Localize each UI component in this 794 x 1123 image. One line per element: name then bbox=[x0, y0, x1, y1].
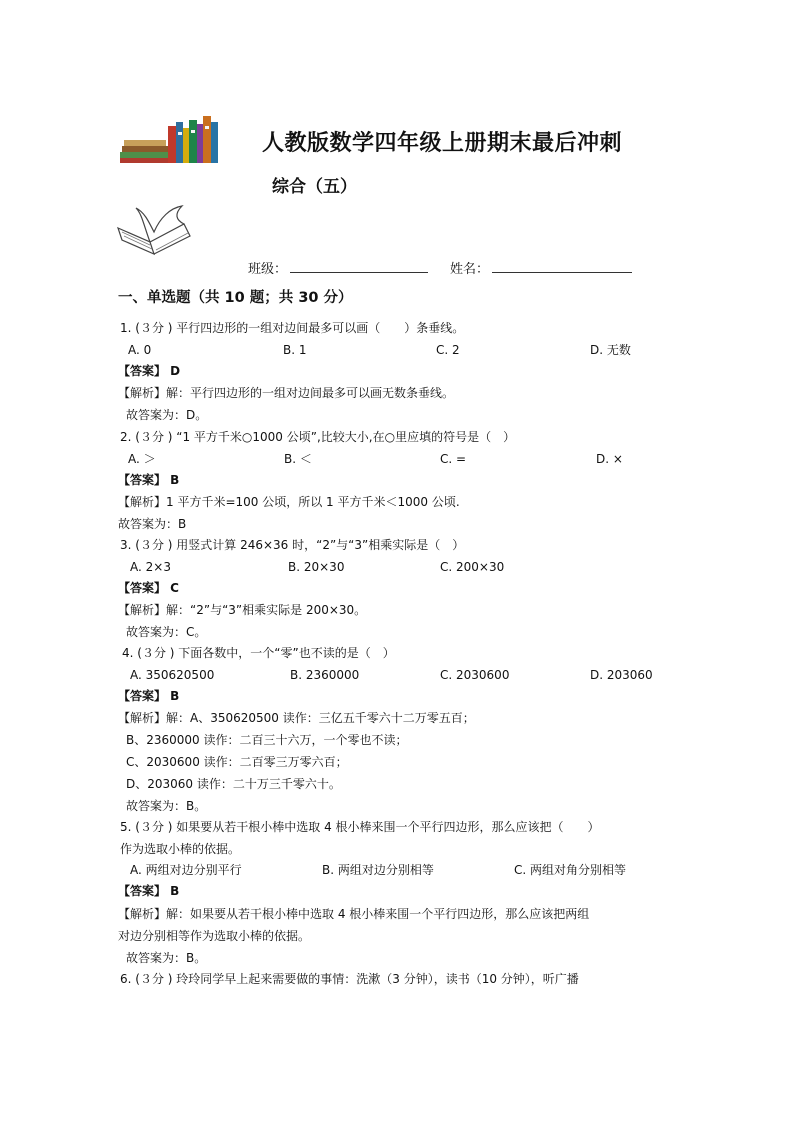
q2-analysis: 【解析】1 平方千米=100 公顷，所以 1 平方千米＜1000 公顷. bbox=[118, 495, 460, 509]
q3-option-a: A. 2×3 bbox=[130, 560, 171, 574]
q3-conclusion: 故答案为：C。 bbox=[126, 625, 207, 639]
q4-analysis-c: C、2030600 读作：二百零三万零六百； bbox=[126, 755, 348, 769]
q1-option-a: A. 0 bbox=[128, 343, 152, 357]
q2-option-b: B. ＜ bbox=[284, 452, 312, 466]
question-5-stem-cont: 作为选取小棒的依据。 bbox=[120, 842, 241, 856]
q1-option-b: B. 1 bbox=[283, 343, 307, 357]
q5-analysis: 【解析】解：如果要从若干根小棒中选取 4 根小棒来围一个平行四边形，那么应该把两组 bbox=[118, 907, 590, 921]
class-field[interactable] bbox=[290, 258, 428, 273]
question-1-stem: 1. (３分 ) 平行四边形的一组对边间最多可以画（ ）条垂线。 bbox=[120, 321, 465, 335]
q4-option-b: B. 2360000 bbox=[290, 668, 360, 682]
q4-option-a: A. 350620500 bbox=[130, 668, 215, 682]
q3-option-c: C. 200×30 bbox=[440, 560, 505, 574]
q5-answer: 【答案】 B bbox=[118, 884, 180, 898]
question-3-stem: 3. (３分 ) 用竖式计算 246×36 时，“2”与“3”相乘实际是（ ） bbox=[120, 538, 465, 552]
q4-analysis-d: D、203060 读作：二十万三千零六十。 bbox=[126, 777, 341, 791]
q4-option-d: D. 203060 bbox=[590, 668, 653, 682]
q2-option-c: C. = bbox=[440, 452, 467, 466]
q3-answer: 【答案】 C bbox=[118, 581, 179, 595]
q5-option-b: B. 两组对边分别相等 bbox=[322, 863, 434, 877]
q1-option-c: C. 2 bbox=[436, 343, 460, 357]
q4-answer: 【答案】 B bbox=[118, 689, 180, 703]
question-5-stem: 5. (３分 ) 如果要从若干根小棒中选取 4 根小棒来围一个平行四边形，那么应该把（ ） bbox=[120, 820, 600, 834]
q2-option-d: D. × bbox=[596, 452, 623, 466]
open-book-illustration bbox=[114, 202, 196, 258]
question-6-stem: 6. (３分 ) 玲玲同学早上起来需要做的事情：洗漱（3 分钟），读书（10 分钟），听广播 bbox=[120, 972, 579, 986]
q5-analysis-cont: 对边分别相等作为选取小棒的依据。 bbox=[118, 929, 311, 943]
q1-answer: 【答案】 D bbox=[118, 364, 181, 378]
q5-conclusion: 故答案为：B。 bbox=[126, 951, 207, 965]
page-subtitle: 综合（五） bbox=[272, 177, 357, 197]
q1-conclusion: 故答案为：D。 bbox=[126, 408, 208, 422]
q3-analysis: 【解析】解：“2”与“3”相乘实际是 200×30。 bbox=[118, 603, 367, 617]
q4-option-c: C. 2030600 bbox=[440, 668, 510, 682]
q3-option-b: B. 20×30 bbox=[288, 560, 345, 574]
question-2-stem: 2. (３分 ) “1 平方千米○1000 公顷”,比较大小,在○里应填的符号是（ ） bbox=[120, 430, 516, 444]
q5-option-c: C. 两组对角分别相等 bbox=[514, 863, 627, 877]
q4-analysis-a: 【解析】解：A、350620500 读作：三亿五千零六十二万零五百； bbox=[118, 711, 475, 725]
books-illustration bbox=[120, 112, 222, 164]
name-field[interactable] bbox=[492, 258, 632, 273]
class-label: 班级： bbox=[248, 262, 288, 277]
q2-option-a: A. ＞ bbox=[128, 452, 156, 466]
page-title: 人教版数学四年级上册期末最后冲刺 bbox=[262, 130, 623, 156]
q1-analysis: 【解析】解：平行四边形的一组对边间最多可以画无数条垂线。 bbox=[118, 386, 455, 400]
q1-option-d: D. 无数 bbox=[590, 343, 631, 357]
name-label: 姓名： bbox=[450, 262, 490, 277]
question-4-stem: 4. (３分 ) 下面各数中，一个“零”也不读的是（ ） bbox=[122, 646, 395, 660]
section-heading: 一、单选题（共 10 题；共 30 分） bbox=[118, 290, 353, 306]
q2-conclusion: 故答案为：B bbox=[118, 517, 187, 531]
q4-conclusion: 故答案为：B。 bbox=[126, 799, 207, 813]
q4-analysis-b: B、2360000 读作：二百三十六万，一个零也不读； bbox=[126, 733, 408, 747]
q5-option-a: A. 两组对边分别平行 bbox=[130, 863, 242, 877]
q2-answer: 【答案】 B bbox=[118, 473, 180, 487]
